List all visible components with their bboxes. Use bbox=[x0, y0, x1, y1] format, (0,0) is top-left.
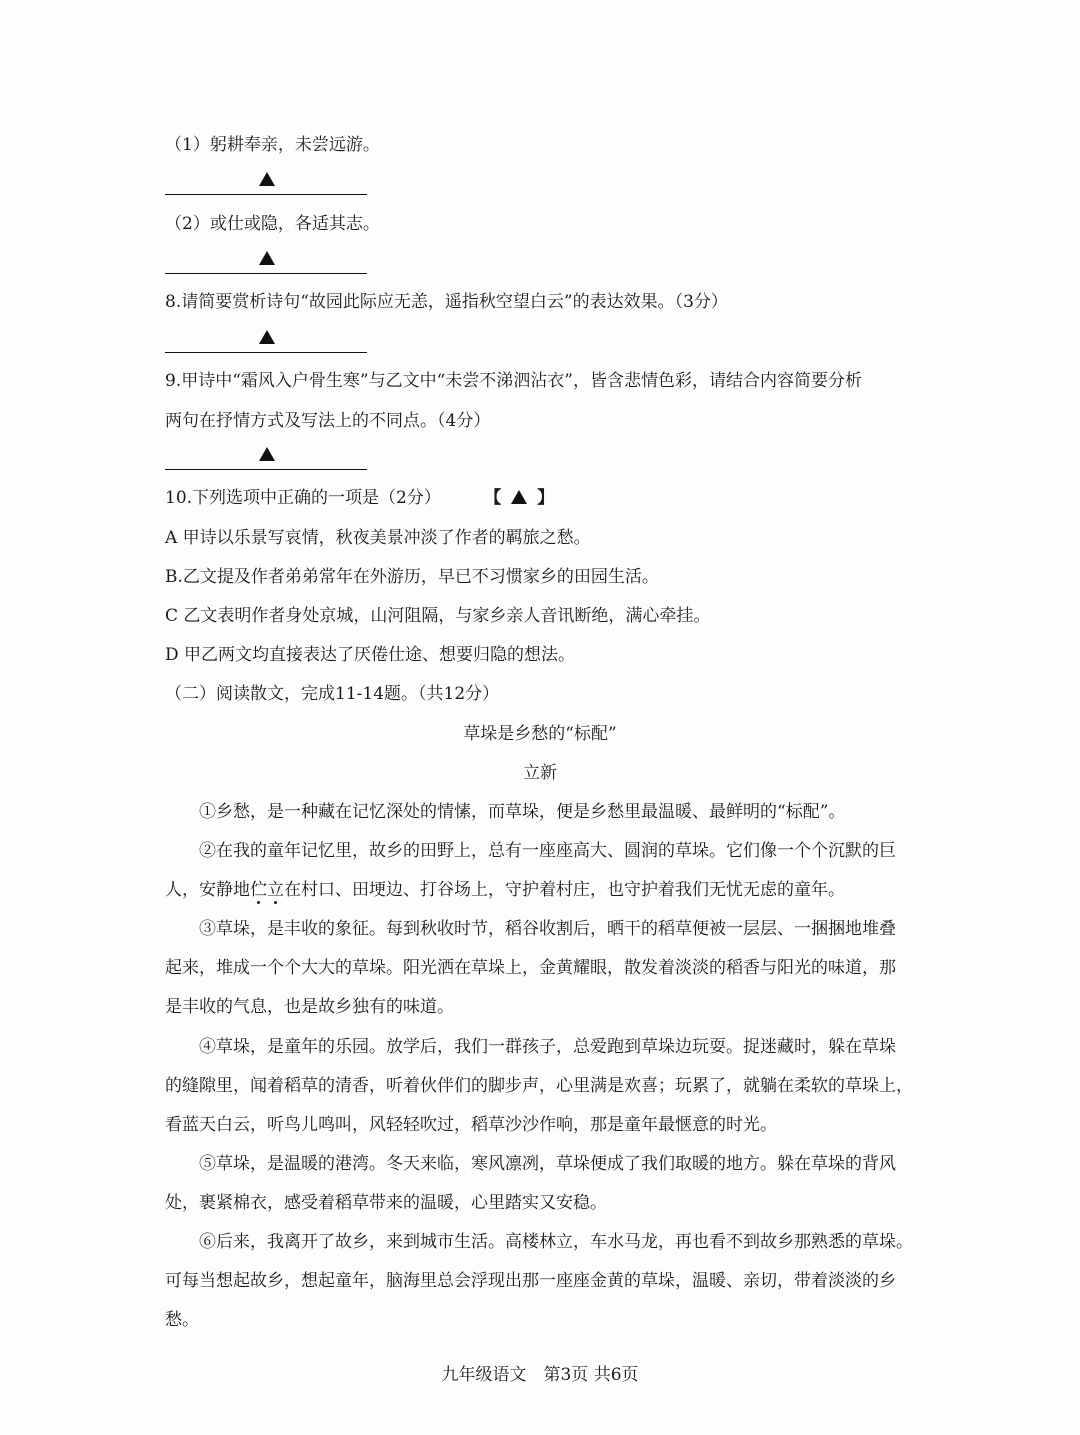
triangle-icon bbox=[259, 251, 275, 265]
paragraph-5-line-1: ⑤草垛，是温暖的港湾。冬天来临，寒风凛冽，草垛便成了我们取暖的地方。躲在草垛的背风 bbox=[199, 1154, 896, 1174]
answer-line-q7-1[interactable] bbox=[165, 174, 367, 195]
paragraph-6-line-3: 愁。 bbox=[165, 1310, 199, 1330]
paragraph-6-line-1: ⑥后来，我离开了故乡，来到城市生活。高楼林立，车水马龙，再也看不到故乡那熟悉的草垛。 bbox=[199, 1232, 913, 1252]
paragraph-1: ①乡愁，是一种藏在记忆深处的情愫，而草垛，便是乡愁里最温暖、最鲜明的“标配”。 bbox=[199, 802, 846, 822]
paragraph-3-line-1: ③草垛，是丰收的象征。每到秋收时节，稻谷收割后，晒干的稻草便被一层层、一捆捆地堆叠 bbox=[199, 919, 896, 939]
essay-author: 立新 bbox=[523, 763, 557, 783]
emphasis-char: 伫 bbox=[250, 880, 267, 900]
question-9-line-1: 9.甲诗中“霜风入户骨生寒”与乙文中“未尝不涕泗沾衣”，皆含悲情色彩，请结合内容简要分析 bbox=[165, 371, 862, 391]
option-a: A 甲诗以乐景写哀情，秋夜美景冲淡了作者的羁旅之愁。 bbox=[165, 528, 591, 548]
emphasis-char: 立 bbox=[267, 880, 284, 900]
paragraph-3-line-2: 起来，堆成一个个大大的草垛。阳光洒在草垛上，金黄耀眼，散发着淡淡的稻香与阳光的味道，那 bbox=[165, 958, 896, 978]
paragraph-2-line-2: 人，安静地伫立在村口、田埂边、打谷场上，守护着村庄，也守护着我们无忧无虑的童年。 bbox=[165, 880, 845, 900]
paragraph-4-line-2: 的缝隙里，闻着稻草的清香，听着伙伴们的脚步声，心里满是欢喜；玩累了，就躺在柔软的草垛上， bbox=[165, 1076, 913, 1096]
question-10 bbox=[165, 486, 925, 510]
paragraph-3-line-3: 是丰收的气息，也是故乡独有的味道。 bbox=[165, 997, 454, 1017]
option-b: B.乙文提及作者弟弟常年在外游历，早已不习惯家乡的田园生活。 bbox=[165, 567, 659, 587]
q7-item-1: （1）躬耕奉亲，未尝远游。 bbox=[165, 135, 380, 155]
paragraph-2-line-1: ②在我的童年记忆里，故乡的田野上，总有一座座高大、圆润的草垛。它们像一个个沉默的巨 bbox=[199, 841, 896, 861]
triangle-icon bbox=[259, 330, 275, 344]
section-2-heading: （二）阅读散文，完成11-14题。（共12分） bbox=[165, 684, 500, 704]
paragraph-5-line-2: 处，裹紧棉衣，感受着稻草带来的温暖，心里踏实又安稳。 bbox=[165, 1193, 607, 1213]
option-d: D 甲乙两文均直接表达了厌倦仕途、想要归隐的想法。 bbox=[165, 645, 576, 665]
answer-bracket-q10[interactable]: 【 】 bbox=[484, 488, 555, 508]
question-9-line-2: 两句在抒情方式及写法上的不同点。（4分） bbox=[165, 411, 491, 431]
question-10-stem: 10.下列选项中正确的一项是（2分） bbox=[165, 488, 441, 508]
triangle-icon bbox=[259, 172, 275, 186]
triangle-icon bbox=[511, 490, 527, 504]
essay-title: 草垛是乡愁的“标配” bbox=[463, 724, 617, 744]
question-8: 8.请简要赏析诗句“故园此际应无恙，遥指秋空望白云”的表达效果。（3分） bbox=[165, 292, 728, 312]
triangle-icon bbox=[259, 447, 275, 461]
option-c: C 乙文表明作者身处京城，山河阻隔，与家乡亲人音讯断绝，满心牵挂。 bbox=[165, 606, 711, 626]
answer-line-q8[interactable] bbox=[165, 332, 367, 353]
paragraph-4-line-1: ④草垛，是童年的乐园。放学后，我们一群孩子，总爱跑到草垛边玩耍。捉迷藏时，躲在草垛 bbox=[199, 1037, 896, 1057]
answer-line-q9[interactable] bbox=[165, 449, 367, 470]
paragraph-4-line-3: 看蓝天白云，听鸟儿鸣叫，风轻轻吹过，稻草沙沙作响，那是童年最惬意的时光。 bbox=[165, 1115, 777, 1135]
q7-item-2: （2）或仕或隐，各适其志。 bbox=[165, 214, 380, 234]
answer-line-q7-2[interactable] bbox=[165, 253, 367, 274]
paragraph-6-line-2: 可每当想起故乡，想起童年，脑海里总会浮现出那一座座金黄的草垛，温暖、亲切，带着淡淡的乡 bbox=[165, 1271, 896, 1291]
page-footer: 九年级语文 第3页 共6页 bbox=[441, 1365, 639, 1385]
